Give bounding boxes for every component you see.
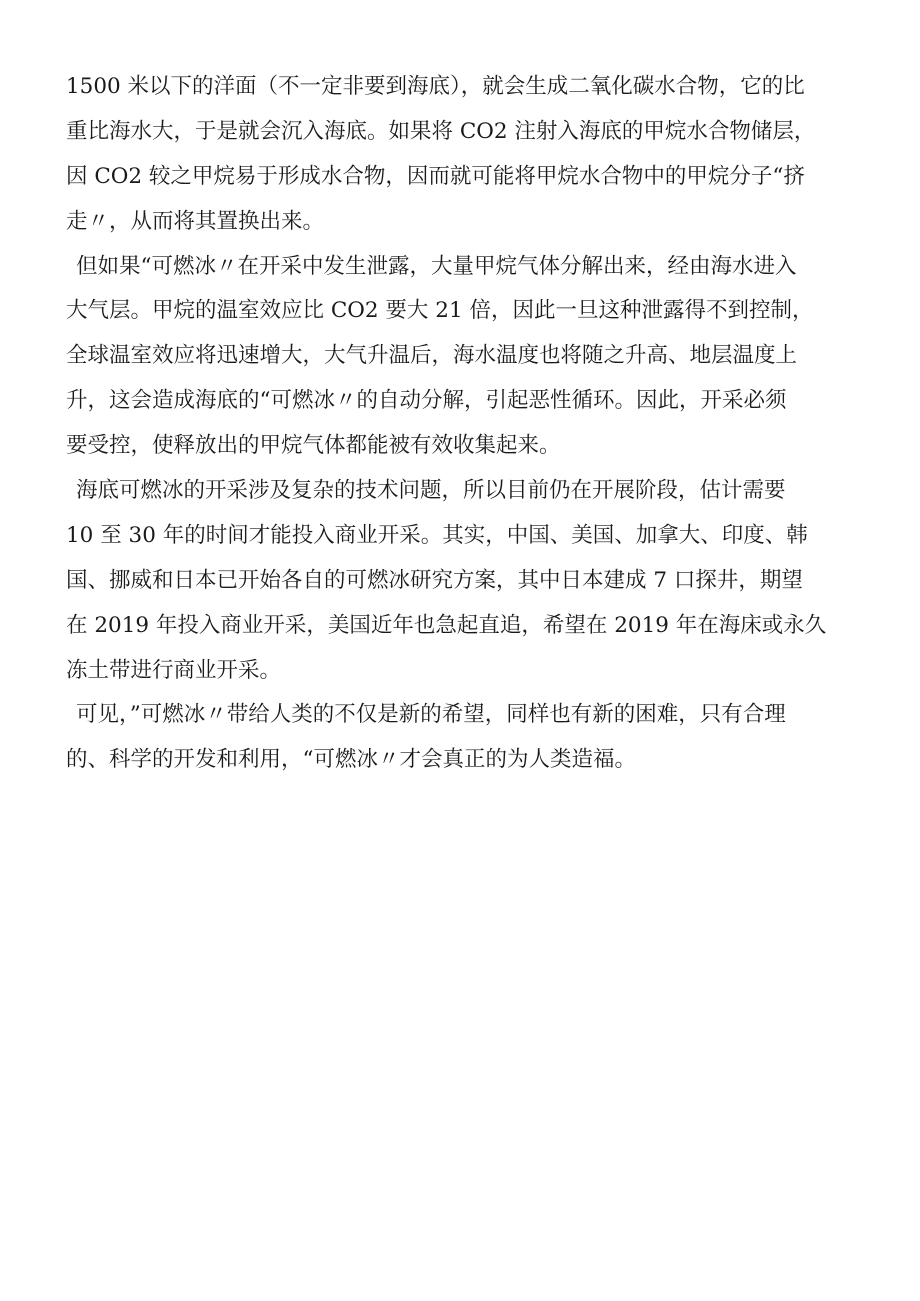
text-line: 大气层。甲烷的温室效应比 CO2 要大 21 倍，因此一旦这种泄露得不到控制，	[66, 298, 814, 324]
text-line: 升，这会造成海底的“可燃冰〃的自动分解，引起恶性循环。因此，开采必须	[66, 388, 787, 414]
text-line: 1500 米以下的洋面（不一定非要到海底），就会生成二氧化碳水合物，它的比	[66, 74, 805, 99]
text-line: 但如果“可燃冰〃在开采中发生泄露，大量甲烷气体分解出来，经由海水进入	[76, 253, 797, 279]
text-line: 10 至 30 年的时间才能投入商业开采。其实，中国、美国、加拿大、印度、韩	[66, 522, 808, 548]
text-line: 重比海水大，于是就会沉入海底。如果将 CO2 注射入海底的甲烷水合物储层，	[66, 118, 816, 144]
text-line: 冻土带进行商业开采。	[66, 657, 282, 683]
paragraph-3	[66, 469, 866, 693]
document-body	[66, 65, 866, 783]
text-line: 走〃，从而将其置换出来。	[66, 208, 325, 234]
text-line: 因 CO2 较之甲烷易于形成水合物，因而就可能将甲烷水合物中的甲烷分子“挤	[66, 163, 805, 189]
text-line: 在 2019 年投入商业开采，美国近年也急起直追，希望在 2019 年在海床或永久	[66, 612, 827, 638]
text-line: 海底可燃冰的开采涉及复杂的技术问题，所以目前仍在开展阶段，估计需要	[76, 478, 786, 504]
text-line: 国、挪威和日本已开始各自的可燃冰研究方案，其中日本建成 7 口探井，期望	[66, 567, 803, 593]
paragraph-4	[66, 693, 866, 783]
text-line: 要受控，使释放出的甲烷气体都能被有效收集起来。	[66, 433, 561, 459]
text-line: 可见，”可燃冰〃带给人类的不仅是新的希望，同样也有新的困难，只有合理	[76, 702, 786, 728]
paragraph-1	[66, 65, 866, 245]
text-line: 的、科学的开发和利用，“可燃冰〃才会真正的为人类造福。	[66, 747, 636, 773]
paragraph-2	[66, 245, 866, 469]
text-line: 全球温室效应将迅速增大，大气升温后，海水温度也将随之升高、地层温度上	[66, 343, 798, 369]
